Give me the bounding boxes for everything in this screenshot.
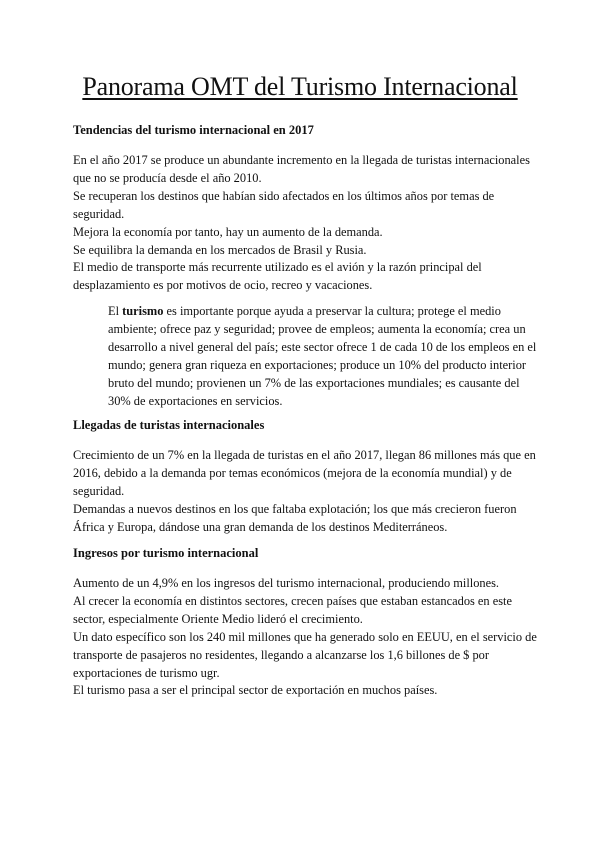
quote-block [108, 303, 536, 410]
text-line: seguridad. [73, 483, 125, 498]
text-line: desplazamiento es por motivos de ocio, recreo y vacaciones. [73, 278, 373, 293]
document-title: Panorama OMT del Turismo Internacional [82, 72, 518, 101]
text-line: Crecimiento de un 7% en la llegada de turistas en el año 2017, llegan 86 millones más que en [73, 448, 536, 462]
text-line: 30% de exportaciones en servicios. [108, 393, 283, 408]
quote-bold-term: turismo [122, 304, 164, 318]
quote-text: El [108, 304, 123, 318]
text-line: Se equilibra la demanda en los mercados de Brasil y Rusia. [73, 242, 367, 257]
text-line [108, 303, 536, 321]
text-line: Se recuperan los destinos que habían sido afectados en los últimos años por temas de [73, 188, 495, 203]
text-line: sector, especialmente Oriente Medio lideró el crecimiento. [73, 611, 363, 626]
paragraph-ingresos [73, 575, 537, 700]
text-line: que no se producía desde el año 2010. [73, 170, 262, 185]
paragraph-tendencias [73, 152, 530, 295]
text-line: ambiente; ofrece paz y seguridad; provee de empleos; aumenta la economía; crea un [108, 321, 526, 336]
section-heading-tendencias: Tendencias del turismo internacional en 2017 [73, 123, 314, 137]
text-line: En el año 2017 se produce un abundante incremento en la llegada de turistas internacionales [73, 153, 530, 167]
text-line: 2016, debido a la demanda por temas económicos (mejora de la economía mundial) y de [73, 465, 512, 480]
quote-text: es importante porque ayuda a preservar la cultura; protege el medio [163, 304, 501, 318]
text-line: El medio de transporte más recurrente utilizado es el avión y la razón principal del [73, 260, 482, 275]
text-line: mundo; genera gran riqueza en exportaciones; produce un 10% del producto interior [108, 357, 527, 372]
text-line: Mejora la economía por tanto, hay un aumento de la demanda. [73, 224, 383, 239]
section-heading-llegadas: Llegadas de turistas internacionales [73, 418, 265, 432]
paragraph-llegadas [73, 447, 536, 537]
text-line: desarrollo a nivel general del país; este sector ofrece 1 de cada 10 de los empleos en el [108, 339, 537, 354]
text-line: transporte de pasajeros no residentes, llegando a alcanzarse los 1,6 billones de $ por [73, 647, 489, 662]
text-line: El turismo pasa a ser el principal sector de exportación en muchos países. [73, 683, 438, 698]
text-line: Un dato específico son los 240 mil millones que ha generado solo en EEUU, en el servicio de [73, 629, 537, 644]
text-line: exportaciones de turismo ugr. [73, 665, 220, 680]
text-line: Al crecer la economía en distintos sectores, crecen países que estaban estancados en este [73, 593, 512, 608]
text-line: seguridad. [73, 206, 125, 221]
text-line: bruto del mundo; provienen un 7% de las exportaciones mundiales; es causante del [108, 375, 520, 390]
text-line: África y Europa, dándose una gran demanda de los destinos Mediterráneos. [73, 519, 448, 534]
text-line: Demandas a nuevos destinos en los que faltaba explotación; los que más crecieron fueron [73, 501, 517, 516]
section-heading-ingresos: Ingresos por turismo internacional [73, 546, 259, 560]
text-line: Aumento de un 4,9% en los ingresos del turismo internacional, produciendo millones. [73, 576, 500, 590]
